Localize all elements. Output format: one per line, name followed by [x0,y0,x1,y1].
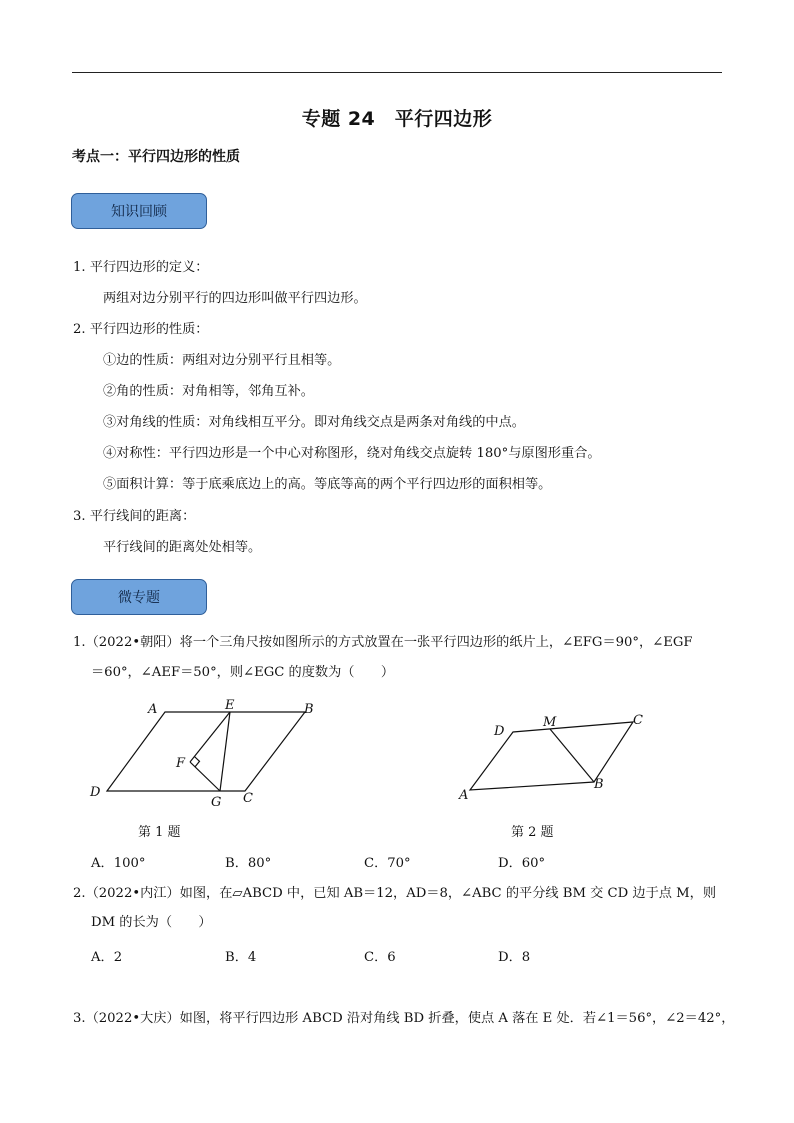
question-2-option-b[interactable]: B．4 [225,950,257,965]
knowledge-line-1: 1. 平行四边形的定义： [73,260,209,275]
fig1-label-g: G [211,795,222,810]
page-title-text: 专题 24 平行四边形 [301,108,493,130]
question-1-line-2: ＝60°，∠AEF＝50°，则∠EGC 的度数为（ ） [91,665,395,680]
question-1-option-c[interactable]: C．70° [364,856,411,871]
knowledge-line-6: ③对角线的性质：对角线相互平分。即对角线交点是两条对角线的中点。 [103,415,525,430]
fig2-label-b: B [594,777,604,792]
knowledge-line-9: 3. 平行线间的距离： [73,509,196,524]
knowledge-review-badge [71,193,207,229]
fig1-label-c: C [243,791,253,806]
question-3-line-1: 3.（2022•大庆）如图，将平行四边形 ABCD 沿对角线 BD 折叠，使点 A 落在 E 处．若∠1＝56°，∠2＝42°， [73,1011,735,1026]
fig2-label-c: C [633,713,643,728]
question-2-option-d[interactable]: D．8 [498,950,531,965]
knowledge-line-5: ②角的性质：对角相等，邻角互补。 [103,384,314,399]
fig1-right-angle-mark [194,757,199,767]
figure-2-parallelogram [450,705,660,805]
question-1-option-b[interactable]: B．80° [225,856,272,871]
knowledge-line-8: ⑤面积计算：等于底乘底边上的高。等底等高的两个平行四边形的面积相等。 [103,477,552,492]
section-heading: 考点一：平行四边形的性质 [72,149,240,165]
knowledge-line-7: ④对称性：平行四边形是一个中心对称图形，绕对角线交点旋转 180°与原图形重合。 [103,446,601,461]
question-1-line-1: 1.（2022•朝阳）将一个三角尺按如图所示的方式放置在一张平行四边形的纸片上，∠EFG＝90°，∠EGF [73,635,693,650]
knowledge-line-4: ①边的性质：两组对边分别平行且相等。 [103,353,341,368]
knowledge-review-label: 知识回顾 [111,204,167,220]
micro-topic-label: 微专题 [118,590,160,606]
fig2-label-m: M [543,715,557,730]
fig2-label-d: D [494,724,505,739]
fig2-label-a: A [459,788,469,803]
knowledge-line-10: 平行线间的距离处处相等。 [103,540,262,555]
question-2-option-a[interactable]: A．2 [91,950,123,965]
figure-1-parallelogram [80,692,340,812]
fig1-label-d: D [90,785,101,800]
micro-topic-badge [71,579,207,615]
fig1-label-a: A [148,702,158,717]
fig1-label-f: F [176,756,186,771]
fig1-label-e: E [225,698,235,713]
header-rule [72,72,722,73]
question-2-line-1: 2.（2022•内江）如图，在▱ABCD 中，已知 AB＝12，AD＝8，∠ABC 的平分线 BM 交 CD 边于点 M，则 [73,886,717,901]
fig2-segment-bm [550,729,594,782]
fig1-segment-ef [190,712,230,762]
page-title [0,104,794,131]
question-2-option-c[interactable]: C．6 [364,950,396,965]
question-1-option-d[interactable]: D．60° [498,856,546,871]
fig1-label-b: B [304,702,314,717]
question-1-option-a[interactable]: A．100° [91,856,146,871]
knowledge-line-3: 2. 平行四边形的性质： [73,322,209,337]
figure-2-caption: 第 2 题 [511,825,554,840]
question-2-line-2: DM 的长为（ ） [91,915,212,930]
fig1-segment-eg [220,712,230,791]
fig1-parallelogram-shape [107,712,305,791]
fig1-segment-fg [190,762,220,791]
knowledge-line-2: 两组对边分别平行的四边形叫做平行四边形。 [103,291,367,306]
figure-1-caption: 第 1 题 [138,825,181,840]
